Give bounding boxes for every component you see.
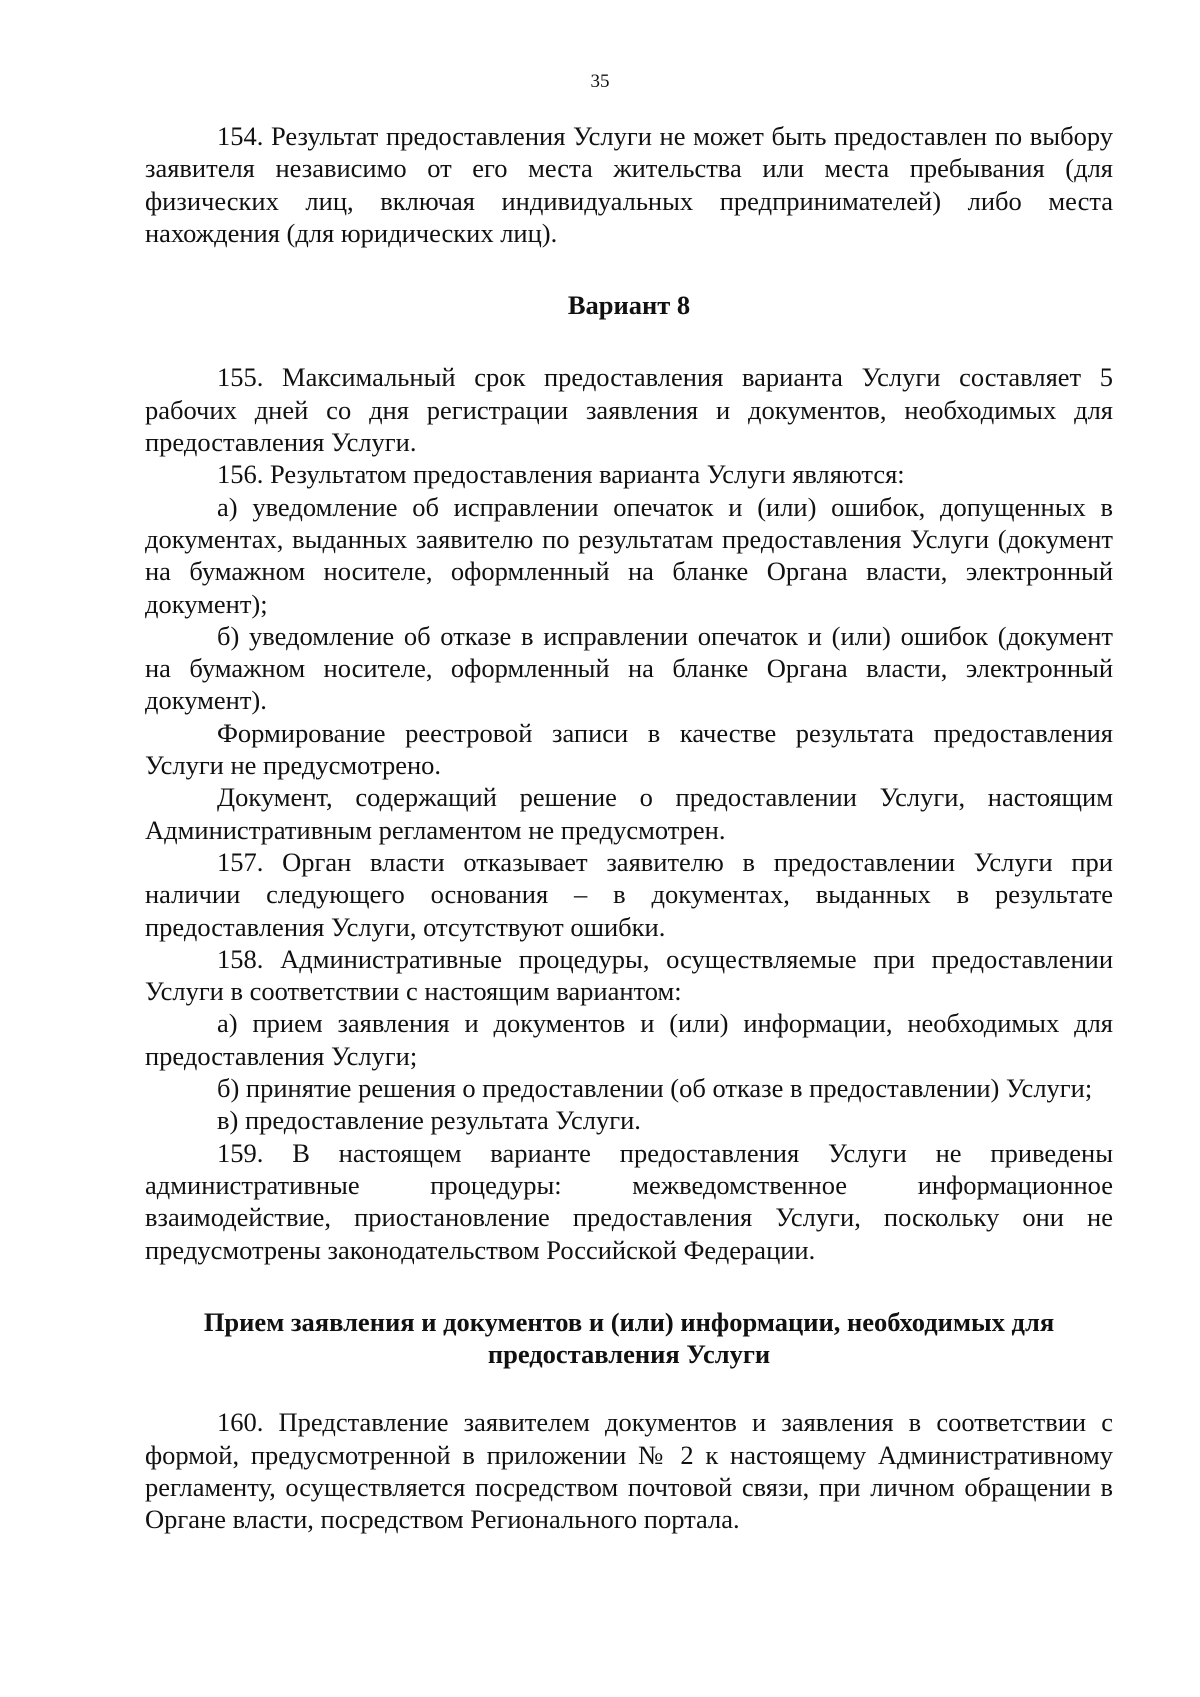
paragraph-registry-record: Формирование реестровой записи в качестве результата предоставления Услуги не предусмотрено. [145,717,1113,781]
paragraph-156-b: б) уведомление об отказе в исправлении опечаток и (или) ошибок (документ на бумажном носителе, оформленный на бланке Органа власти, электронный документ). [145,620,1113,716]
paragraph-155: 155. Максимальный срок предоставления варианта Услуги составляет 5 рабочих дней со дня регистрации заявления и документов, необходимых для предоставления Услуги. [145,362,1113,458]
paragraph-160: 160. Представление заявителем документов и заявления в соответствии с формой, предусмотренной в приложении № 2 к настоящему Административному регламенту, осуществляется посредством почтовой связи, при личном обращении в Органе власти, посредством Регионального портала. [145,1407,1113,1535]
paragraph-156-a: а) уведомление об исправлении опечаток и (или) ошибок, допущенных в документах, выданных заявителю по результатам предоставления Услуги (документ на бумажном носителе, оформленный на бланке Органа власти, электронный документ); [145,491,1113,619]
paragraph-156: 156. Результатом предоставления варианта Услуги являются: [217,459,905,490]
paragraph-158-v: в) предоставление результата Услуги. [217,1105,641,1136]
document-body [145,120,1113,1536]
paragraph-158: 158. Административные процедуры, осуществляемые при предоставлении Услуги в соответствии с настоящим вариантом: [145,943,1113,1007]
paragraph-158-b: б) принятие решения о предоставлении (об отказе в предоставлении) Услуги; [217,1073,1093,1104]
section-heading: Прием заявления и документов и (или) информации, необходимых для предоставления Услуги [203,1306,1055,1370]
paragraph-154: 154. Результат предоставления Услуги не может быть предоставлен по выбору заявителя независимо от его места жительства или места пребывания (для физических лиц, включая индивидуальных предпринимателей) либо места нахождения (для юридических лиц). [145,121,1113,248]
paragraph-decision-document: Документ, содержащий решение о предоставлении Услуги, настоящим Административным регламентом не предусмотрен. [145,782,1113,845]
paragraph-157: 157. Орган власти отказывает заявителю в предоставлении Услуги при наличии следующего основания – в документах, выданных в результате предоставления Услуги, отсутствуют ошибки. [145,846,1113,942]
page-number: 35 [590,71,610,92]
paragraph-159: 159. В настоящем варианте предоставления Услуги не приведены административные процедуры: межведомственное информационное взаимодействие, приостановление предоставления Услуги, поскольку они не предусмотрены законодательством Российской Федерации. [145,1137,1113,1265]
paragraph-158-a: а) прием заявления и документов и (или) информации, необходимых для предоставления Услуги; [145,1008,1113,1071]
variant-heading: Вариант 8 [567,290,691,321]
